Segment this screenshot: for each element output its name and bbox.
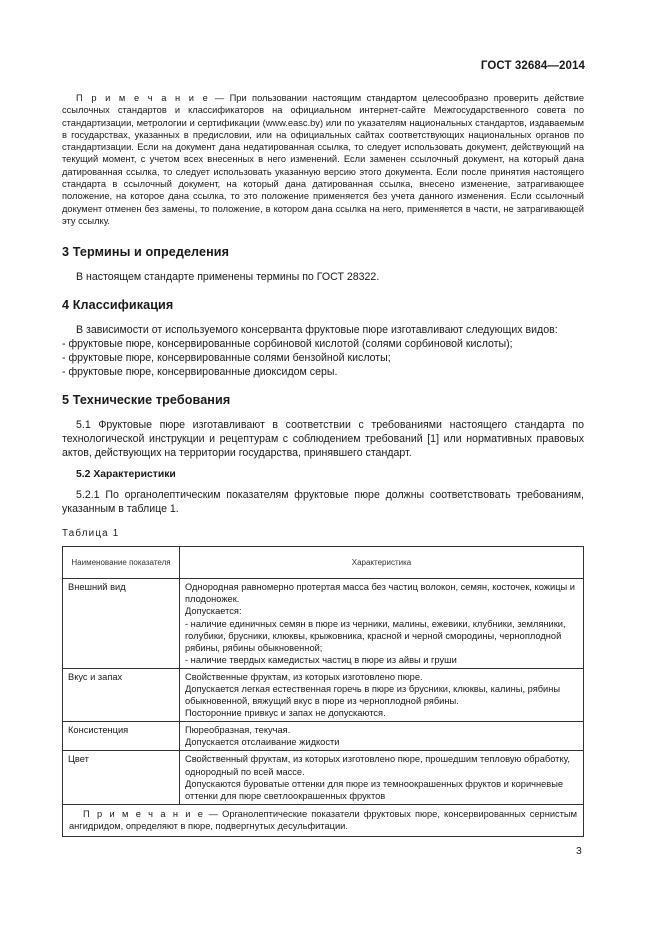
note-text: — При пользовании настоящим стандартом целесообразно проверить действие ссылочных стандартов и классификаторов на официальном интернет-сайте Межгосударственного совета по стандартизации, метрологии и сертификации (www.easc.by) или по указателям национальных стандартов, издаваемым в государствах, указанных в предисловии, или на официальных сайтах соответствующих национальных органов по стандартизации. Если на документ дана недатированная ссылка, то следует использовать документ, действующий на текущий момент, с учетом всех внесенных в него изменений. Если заменен ссылочный документ, на который дана датированная ссылка, то следует использовать указанную версию этого документа. Если после принятия настоящего стандарта в ссылочный документ, на который дана датированная ссылка, внесено изменение, затрагивающее положение, на которое дана ссылка, то это положение применяется без учета данного изменения. Если ссылочный документ отменен без замены, то положение, в котором дана ссылка на него, применяется в части, не затрагивающей эту ссылку. bbox=[62, 93, 584, 226]
characteristic-line: Свойственные фруктам, из которых изготовлено пюре. bbox=[185, 671, 423, 682]
section-3-heading: 3 Термины и определения bbox=[62, 245, 230, 260]
characteristic-line: Свойственный фруктам, из которых изготовлено пюре, прошедшим тепловую обработку, однородный по всей массе. bbox=[185, 754, 570, 777]
table-note bbox=[63, 804, 584, 836]
page-content bbox=[62, 92, 584, 837]
section-5-heading: 5 Технические требования bbox=[62, 393, 231, 408]
subsection-5-2-heading: 5.2 Характеристики bbox=[76, 469, 176, 481]
table-row bbox=[63, 579, 584, 669]
row-characteristic bbox=[180, 751, 584, 804]
row-characteristic bbox=[180, 722, 584, 751]
section-4-heading: 4 Классификация bbox=[62, 298, 174, 313]
table-note-text: — Органолептические показатели фруктовых пюре, консервированных сернистым ангидридом, определяют в пюре, подвергнутых десульфитации. bbox=[69, 808, 577, 831]
characteristic-line: - наличие твердых камедистых частиц в пюре из айвы и груши bbox=[185, 654, 457, 665]
column-header-name: Наименование показателя bbox=[63, 547, 180, 579]
row-characteristic bbox=[180, 579, 584, 669]
note-label: П р и м е ч а н и е bbox=[76, 93, 210, 103]
section-3-text: В настоящем стандарте применены термины по ГОСТ 28322. bbox=[76, 271, 380, 284]
characteristic-line: Посторонние привкус и запах не допускаются. bbox=[185, 708, 386, 719]
table-row bbox=[63, 751, 584, 804]
page-number: 3 bbox=[576, 846, 582, 857]
row-name: Цвет bbox=[63, 751, 180, 804]
row-name: Внешний вид bbox=[63, 579, 180, 669]
column-header-characteristic: Характеристика bbox=[180, 547, 584, 579]
characteristic-line: Однородная равномерно протертая масса без частиц волокон, семян, косточек, кожицы и плодоножек. bbox=[185, 582, 575, 605]
characteristic-line: Пюреобразная, текучая. bbox=[185, 725, 291, 736]
characteristic-line: Допускается легкая естественная горечь в пюре из брусники, клюквы, калины, рябины обыкновенной, вяжущий вкус в пюре из черноплодной рябины. bbox=[185, 684, 561, 707]
paragraph-5-2-1: 5.2.1 По органолептическим показателям фруктовые пюре должны соответствовать требованиям, указанным в таблице 1. bbox=[62, 489, 584, 516]
classification-list bbox=[62, 337, 584, 379]
table-1 bbox=[62, 546, 584, 837]
paragraph-5-1: 5.1 Фруктовые пюре изготавливают в соответствии с требованиями настоящего стандарта по технологической инструкции и рецептурам с соблюдением требований [1] или нормативных правовых актов, действующих на территории государства, принявшего стандарт. bbox=[62, 419, 584, 460]
characteristic-line: Допускаются буроватые оттенки для пюре из темноокрашенных фруктов и коричневые оттенки для пюре светлоокрашенных фруктов bbox=[185, 778, 564, 801]
row-name: Консистенция bbox=[63, 722, 180, 751]
document-code: ГОСТ 32684—2014 bbox=[480, 60, 585, 72]
row-name: Вкус и запах bbox=[63, 668, 180, 721]
characteristic-line: Допускается: bbox=[185, 606, 242, 617]
list-item: - фруктовые пюре, консервированные диоксидом серы. bbox=[62, 366, 338, 379]
table-header-row bbox=[63, 547, 584, 579]
table-row bbox=[63, 722, 584, 751]
table-note-row bbox=[63, 804, 584, 836]
reference-note bbox=[62, 92, 584, 227]
table-caption: Таблица 1 bbox=[62, 528, 120, 540]
characteristic-line: Допускается отслаивание жидкости bbox=[185, 737, 340, 748]
table-note-label: П р и м е ч а н и е bbox=[83, 808, 205, 819]
table-row bbox=[63, 668, 584, 721]
list-item: - фруктовые пюре, консервированные солями бензойной кислоты; bbox=[62, 352, 391, 365]
row-characteristic bbox=[180, 668, 584, 721]
section-4-intro: В зависимости от используемого консерванта фруктовые пюре изготавливают следующих видов: bbox=[76, 324, 558, 337]
characteristic-line: - наличие единичных семян в пюре из черники, малины, ежевики, клубники, земляники, голубики, брусники, клюквы, крыжовника, красной и черной смородины, черноплодной рябины, рябины обыкновенной; bbox=[185, 618, 566, 653]
list-item: - фруктовые пюре, консервированные сорбиновой кислотой (солями сорбиновой кислоты); bbox=[62, 338, 513, 351]
